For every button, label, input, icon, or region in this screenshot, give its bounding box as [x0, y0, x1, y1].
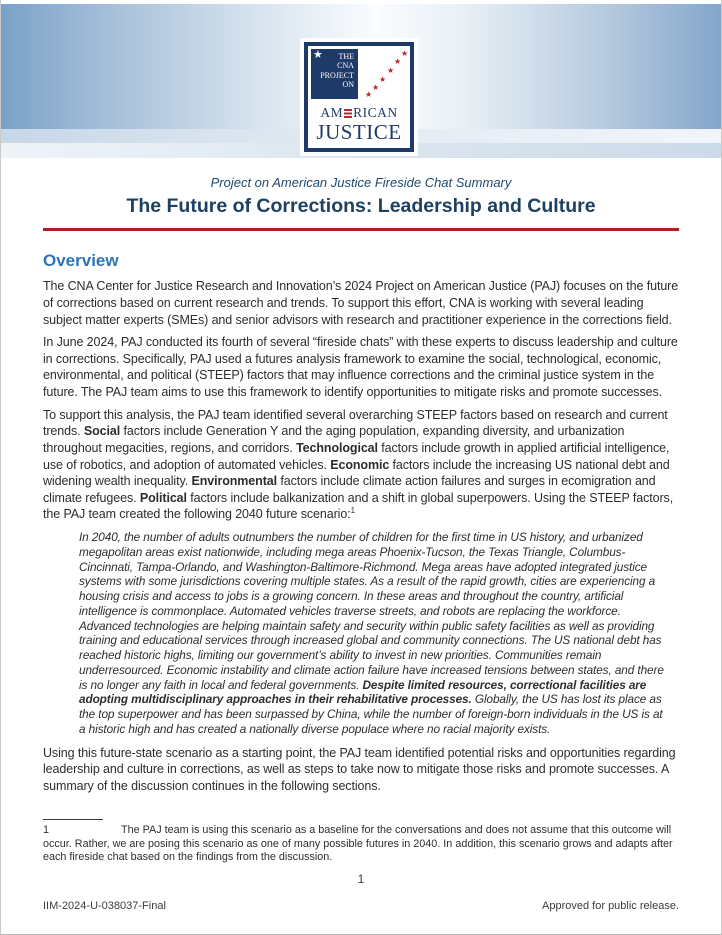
footnote-block [43, 819, 679, 865]
logo-american-prefix: AM [320, 105, 344, 121]
red-star-icon [401, 50, 408, 58]
red-star-icon [379, 76, 386, 84]
logo-navy-box [311, 49, 358, 99]
page-number: 1 [357, 874, 365, 886]
logo-american-suffix: RICAN [353, 105, 398, 121]
p3-bold-technological: Technological [296, 440, 378, 455]
logo-box-line: PROJECT [320, 70, 354, 80]
logo-box-line: ON [342, 80, 354, 90]
footnote-marker: 1 [43, 824, 50, 837]
red-star-icon [365, 91, 372, 99]
logo-justice-line: JUSTICE [316, 119, 402, 144]
overview-paragraph-4: Using this future-state scenario as a starting point, the PAJ team identified potential risks and opportunities regarding leadership and culture in corrections, as well as steps to take now to mitigate those risks and promote successes. A summary of the discussion continues in the following sections. [43, 745, 676, 793]
document-title: The Future of Corrections: Leadership and Culture [126, 194, 596, 217]
logo-box-line: CNA [337, 61, 354, 71]
flex-spacer [1, 800, 721, 819]
p3-text: factors include climate action failures and surges in ecomigration and climate refugees. [43, 474, 656, 505]
p3-bold-social: Social [83, 424, 121, 439]
page-footer [43, 900, 679, 912]
p3-bold-economic: Economic [330, 457, 390, 472]
p3-text: factors include balkanization and a shift in global superpowers. Using the STEEP factors, the PAJ team created the following 2040 future scenario: [43, 490, 674, 522]
footnote-text: The PAJ team is using this scenario as a baseline for the conversations and does not assume that this outcome will occur. Rather, we are posing this scenario as one of many possible futures in 2040. In addition, this scenario grows and adapts after each fireside chat based on the findings from the discussion. [43, 824, 673, 864]
paj-logo [300, 38, 418, 156]
p3-bold-environmental: Environmental [191, 474, 277, 489]
overview-paragraph-2: In June 2024, PAJ conducted its fourth of several “fireside chats” with these experts to discuss leadership and culture in corrections. Specifically, PAJ used a futures analysis framework to examine the social, technological, economic, environmental, and political (STEEP) factors that may influence corrections and the criminal justice system in the future. The PAJ team aims to use this framework to identify opportunities to mitigate risks and promote successes. [43, 335, 678, 400]
red-star-icon [372, 84, 379, 92]
logo-wordmark [308, 106, 410, 143]
scenario-text: Globally, the US has lost its place as the top superpower and has been surpassed by China, while the number of foreign-born individuals in the US is at a historic high and has created a nationally diverse populace where no racial majority exists. [79, 692, 663, 736]
scenario-bold-sentence: Despite limited resources, correctional facilities are adopting multidisciplinary approaches in their rehabilitative processes. [79, 677, 647, 707]
footnote-divider [43, 819, 103, 820]
red-e-bars-icon [344, 109, 352, 118]
p3-text: factors include the increasing US national debt and widening wealth inequality. [43, 457, 670, 489]
logo-box-line: THE [338, 52, 354, 61]
scenario-text: In 2040, the number of adults outnumbers the number of children for the first time in US history, and urbanized megapolitan areas exist nationwide, including mega areas Phoenix-Tucson, the Texas Triangle, Columbus-Cincinnati, Tampa-Orlando, and Washington-Baltimore-Richmond. Mega areas have adopted integrated justice systems with some jurisdictions covering multiple states. As a result of the rapid growth, cities are experiencing a housing crisis and access to jobs is a growing concern. In these areas and throughout the country, artificial intelligence is commonplace. Automated vehicles traverse streets, and robots are replacing the workforce. Advanced technologies are helping maintain safety and security within public safety facilities as well as providing training and educational services through increased global and community connections. The US national debt has reached historic highs, limiting our government’s ability to invest in new priorities. Communities remain underresourced. Economic instability and climate action failure have increased tensions between states, and there is no longer any faith in local and federal governments. [79, 530, 664, 692]
red-star-icon [394, 58, 401, 66]
overview-paragraph-1: The CNA Center for Justice Research and Innovation’s 2024 Project on American Justice (PAJ) focuses on the future of corrections based on current research and trends. To support this effort, CNA is working with several leading subject matter experts (SMEs) and senior advisors with research and practitioner experience in the corrections field. [43, 279, 679, 327]
overview-heading: Overview [43, 250, 119, 270]
red-star-icon [387, 67, 394, 75]
logo-american-line [308, 106, 410, 120]
white-star-icon [313, 50, 323, 61]
p3-text: factors include Generation Y and the aging population, expanding diversity, and urbanization throughout megacities, regions, and corridors. [43, 424, 625, 455]
footnote [43, 824, 679, 865]
p3-text: To support this analysis, the PAJ team identified several overarching STEEP factors based on research and current trends. [43, 407, 668, 439]
document-body [43, 251, 679, 800]
footer-doc-id: IIM-2024-U-038037-Final [43, 900, 166, 912]
red-divider [43, 228, 679, 231]
footnote-reference: 1 [350, 506, 355, 516]
p3-text: factors include growth in applied artificial intelligence, use of robotics, and adoption of automated vehicles. [43, 440, 670, 472]
title-block [1, 175, 721, 218]
overview-paragraph-3 [43, 407, 679, 524]
document-subtitle: Project on American Justice Fireside Chat Summary [210, 175, 512, 190]
p3-bold-political: Political [139, 490, 187, 505]
footer-release-statement: Approved for public release. [542, 900, 679, 912]
paj-logo-frame [304, 42, 414, 152]
scenario-blockquote [79, 530, 665, 736]
